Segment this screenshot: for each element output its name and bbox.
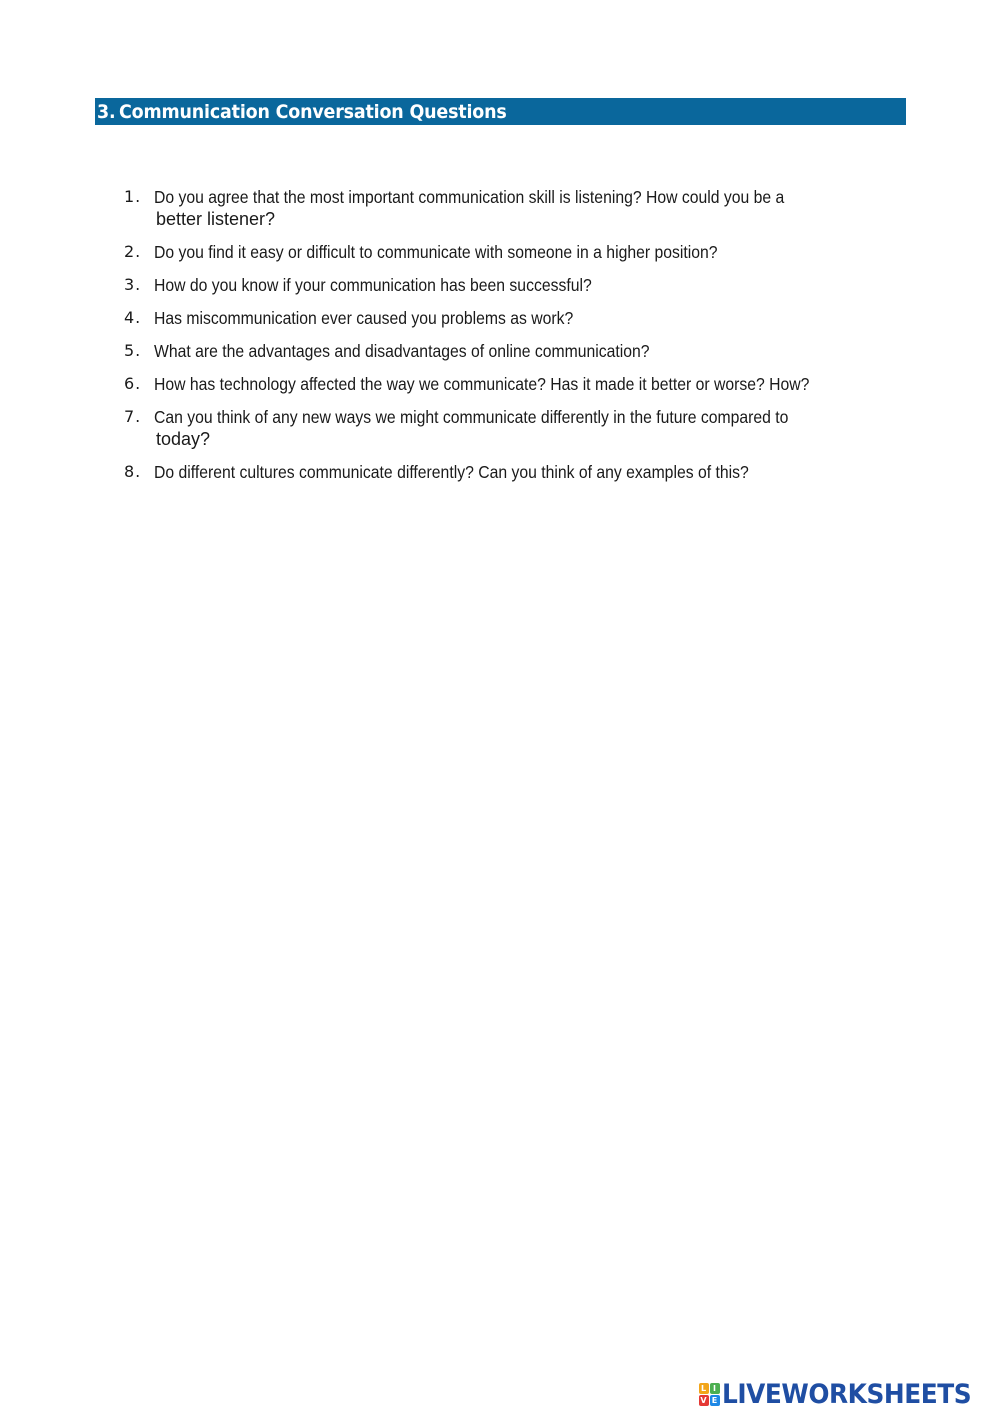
- question-text: How do you know if your communication has been successful?: [154, 275, 592, 295]
- question-number: 3.: [124, 275, 142, 294]
- question-number: 5.: [124, 341, 142, 360]
- question-item: [124, 461, 924, 483]
- question-number: 6.: [124, 374, 142, 393]
- question-text: What are the advantages and disadvantages of online communication?: [154, 341, 650, 361]
- question-text: Do you agree that the most important communication skill is listening? How could you be a: [154, 187, 785, 207]
- logo-mark-letter: L: [699, 1383, 709, 1394]
- logo-mark-letter: V: [700, 1396, 707, 1405]
- question-item: [124, 241, 924, 263]
- question-item: [124, 186, 924, 230]
- question-item: [124, 274, 924, 296]
- question-item: [124, 307, 924, 329]
- question-text: Has miscommunication ever caused you problems as work?: [154, 308, 574, 328]
- question-number: 7.: [124, 407, 142, 426]
- question-item: [124, 406, 924, 450]
- question-number: 2.: [124, 242, 142, 261]
- question-text-continued: today?: [156, 429, 211, 449]
- question-number: 8.: [124, 462, 142, 481]
- section-number: 3.: [97, 100, 116, 123]
- question-text: Do different cultures communicate differently? Can you think of any examples of this?: [154, 462, 749, 482]
- section-header: [95, 98, 906, 125]
- question-number: 1.: [124, 187, 142, 206]
- logo-mark-letter: E: [710, 1395, 720, 1406]
- question-list: [124, 186, 924, 494]
- question-text-continued: better listener?: [156, 209, 276, 229]
- question-number: 4.: [124, 308, 142, 327]
- logo-text: LIVEWORKSHEETS: [722, 1379, 972, 1410]
- logo-mark-letter: I: [710, 1383, 720, 1394]
- question-item: [124, 373, 924, 395]
- question-text: Do you find it easy or difficult to communicate with someone in a higher position?: [154, 242, 718, 262]
- question-item: [124, 340, 924, 362]
- section-title: Communication Conversation Questions: [119, 100, 507, 123]
- question-text: How has technology affected the way we communicate? Has it made it better or worse? How?: [154, 374, 810, 394]
- liveworksheets-logo[interactable]: [698, 1379, 993, 1410]
- logo-icon: [698, 1383, 720, 1407]
- question-text: Can you think of any new ways we might communicate differently in the future compared to: [154, 407, 789, 427]
